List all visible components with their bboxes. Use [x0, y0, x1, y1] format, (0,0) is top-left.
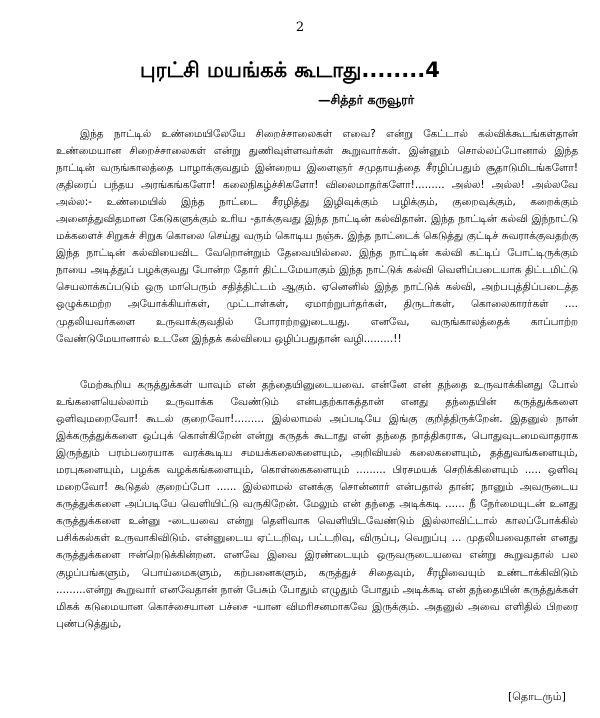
article-title: புரட்சி மயங்கக் கூடாது........4: [140, 58, 440, 82]
article-paragraph-2: மேற்கூறிய கருத்துக்கள் யாவும் என் தந்தையினுடையவை. என்னே என் தந்தை உருவாக்கினது போல் உங்களையெல்லாம் உருவாக்க வேண்டும் என்பதற்காகத்தான் எனது தந்தையின் கருத்துக்களை ஒளிவுமறைவோ! கூடல் குறைவோ!......... இல்லாமல் அப்படியே இங்கு குறித்திருக்றேன். இதனுல் நான் இக்கருத்துக்களை ஒப்புக் கொள்கிறேன் என்று கருதக் கூடாது என் தந்தை நாத்திகராக, பொதுவுடமைவாதராக இருந்தும் பரம்பரையாக வரக்கூடிய சமயக்கலைகளையும், அறிவியல் கலைகளையும், தத்துவங்களையும், மரபுகளையும், பழக்க வழக்கங்களையும், கொள்கைகளையும் ......... பிரசமயக் செறிக்கிளையும் ..... ஒளிவு மறைவோ! கூடுதல் குறைப்போ ...... இல்லாமல் எனக்கு சொன்னார் என்பதால் தான்; நானும் அவருடைய கருத்துக்களை அப்படியே வெளியிட்டு வருகிறேன். மேலும் என் தந்தை அடிக்கடி ...... நீ நேர்மையுடன் உனது கருத்துக்களை உன்னு -டையவை என்று தெளிவாக வெளியிடவேண்டும் இல்லாவிட்டால் காலப்போக்கில் பசிக்கல்கள் உருவாகிவிடும். என்னுடைய ஏட்டறிவு, பட்டறிவு, விருப்பு, வெறுப்பு ... முதலியவைதான் எனது கருத்துக்களை ஈன்றெடுக்கின்றன. எனவே இவை இரண்டையும் ஒருவருடையவை என்று கூறுவதால் பல குழப்பங்களும், பொய்மைகளும், கற்பனைகளும், கருத்துச் சிதைவும், சீரழிவையும் உண்டாக்கிவிடும் .........என்று கூறுவார் எனவேதான் நான் பேசும் போதும் எழுதும் போதும் அடிக்கடி என் தந்தையின் கருத்துக்கள் மிகக் கடுமையான கொச்சையான பச்சை -யான விமரிசனமாகவே இருக்கும். அதனுல் அவை எளிதில் பிறரை புண்படுத்தும்,: [56, 379, 578, 630]
continued-label: [தொடரும்]: [508, 690, 566, 703]
article-author: —சித்தர் கருவூரர்: [318, 92, 415, 107]
article-paragraph-1: இந்த நாட்டில் உண்மையிலேயே சிறைச்சாலைகள் எவை? என்று கேட்டால் கல்விக்கூடங்கள்தான் உண்மையான சிறைச்சாலைகள் என்று துணிவுள்ளவர்கள் கூறுவார்கள். இன்னும் சொல்லப்போனால் இந்த நாட்டின் வருங்காலத்தை பாழாக்குவதும் இன்றைய இளைஞர் சமுதாயத்தை சீரழிப்பதும் சூதாடுமிடங்களோ! குதிரைப் பந்தய அரங்கங்களோ! கலைநிகழ்ச்சிகளோ! விலைமாதர்களோ!......... அல்ல! அல்ல! அல்லவே அல்ல:- உண்மையில் இந்த நாட்டை சீரழித்து இழிவுக்கும் பழிக்கும், குறைவுக்கும், கறைக்கும் அனைத்துவிதமான கேடுகளுக்கும் உரிய -தாக்குவது இந்த நாட்டின் கல்விதான். இந்த நாட்டின் கல்வி இந்நாட்டு மக்களைச் சிறுகச் சிறுக கொலை செய்து வரும் கொடிய நஞ்சு. இந்த நாட்டைக் கெடுத்து குட்டிச் சுவராக்குவதற்கு இந்த நாட்டின் கல்வியைவிட வேறொன்றும் தேவையில்லை. இந்த நாட்டின் கல்வி கட்டிப் போட்டிருக்கும் நாயை அடித்துப் பழக்குவது போன்ற தோர் திட்டமேயாகும் இந்த நாட்டுக் கல்வி வெளிப்படையாக திட்டமிட்டு செயலாக்கப்படும் ஒரு மாபெரும் சதித்திட்டம் ஆகும். ஏனெனில் இந்த நாட்டுக் கல்வி, அற்பபுத்திப்படைத்த ஒழுக்கமற்ற அயோக்கியர்கள், முட்டாள்கள், ஏமாற்றுபர்தர்கள், திருடர்கள், கொலைகாரர்கள் .... முதலியவர்களை உருவாக்குவதில் போராற்றலுடையது. எனவே, வருங்காலத்தைக் காப்பாற்ற வேண்டுமேயானால் உடனே இந்தக் கல்வியை ஒழிப்பதுதான் வழி.........!!: [56, 128, 578, 345]
page-number: 2: [295, 20, 305, 35]
